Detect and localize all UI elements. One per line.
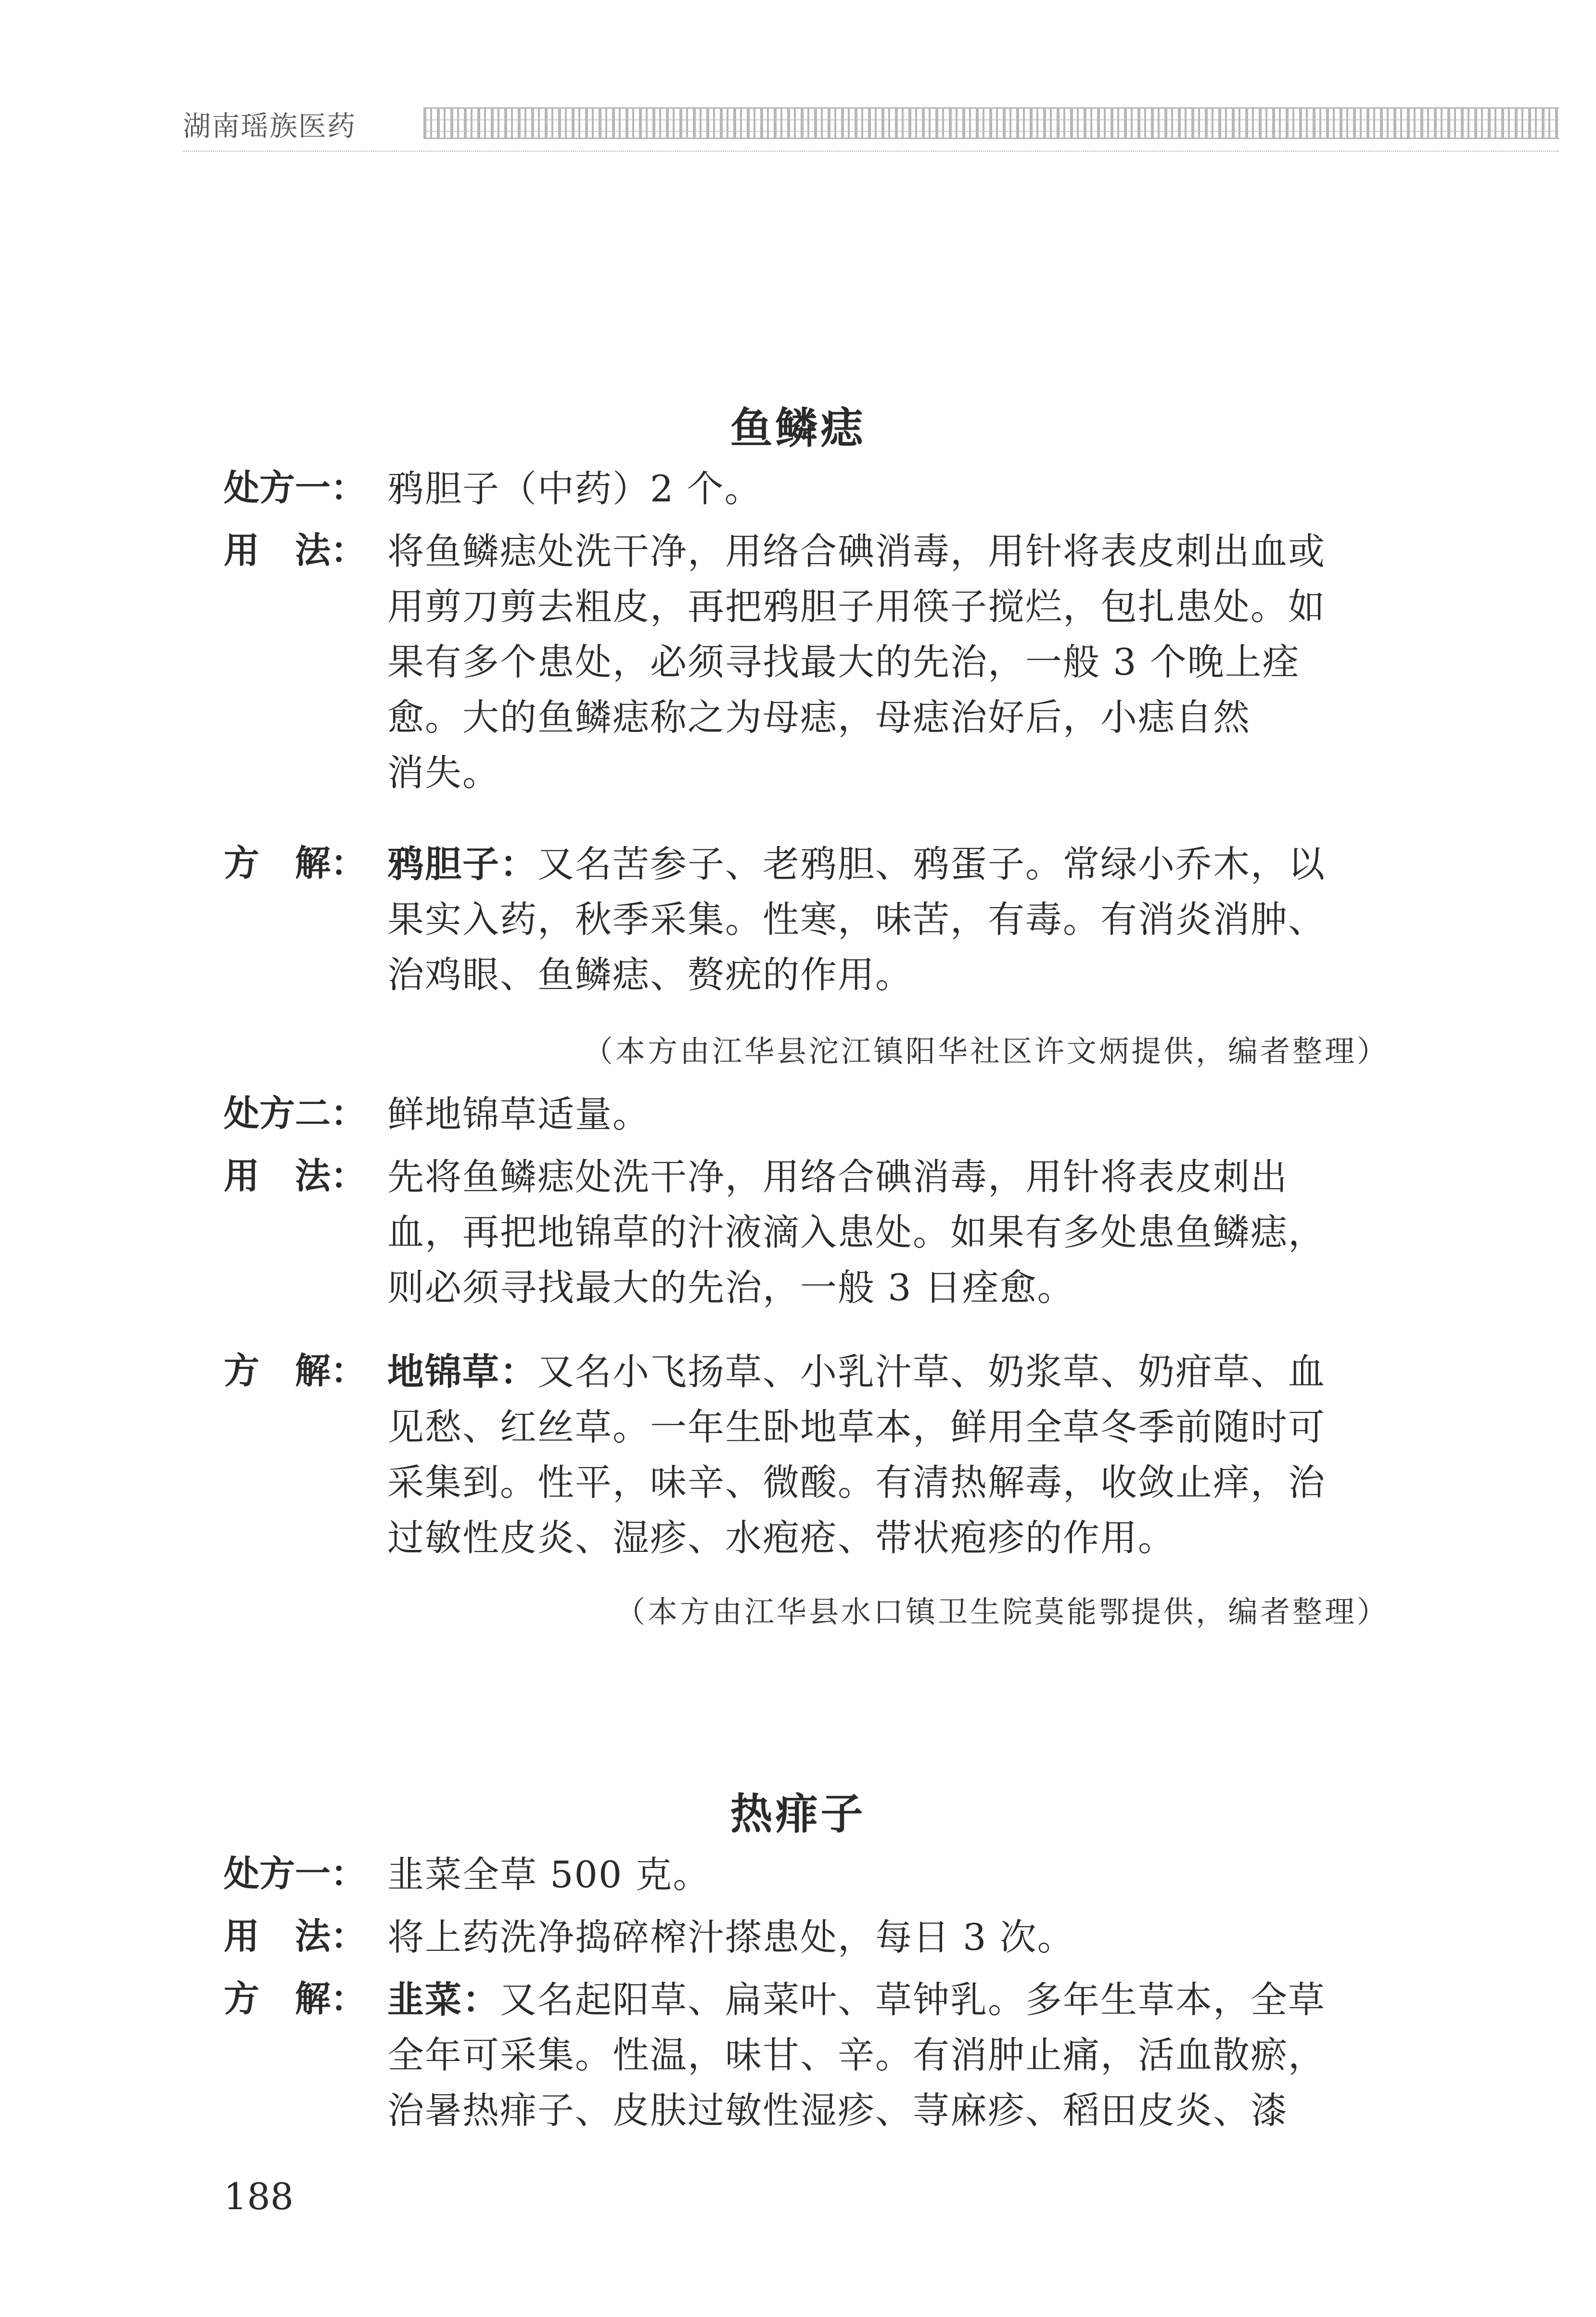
prescription-text: 韭菜全草 500 克。 bbox=[387, 1853, 711, 1896]
usage-line: 血，再把地锦草的汁液滴入患处。如果有多处患鱼鳞痣， bbox=[387, 1211, 1326, 1254]
prescription-label: 处方一： bbox=[224, 467, 366, 509]
explanation-line bbox=[387, 835, 1326, 887]
book-title: 湖南瑶族医药 bbox=[183, 110, 357, 142]
usage-line: 用剪刀剪去粗皮，再把鸦胆子用筷子搅烂，包扎患处。如 bbox=[387, 585, 1326, 628]
prescription-text: 鲜地锦草适量。 bbox=[387, 1093, 650, 1136]
herb-name: 地锦草： bbox=[387, 1350, 537, 1393]
usage-line: 先将鱼鳞痣处洗干净，用络合碘消毒，用针将表皮刺出 bbox=[387, 1155, 1288, 1198]
herb-name: 韭菜： bbox=[387, 1978, 500, 2021]
usage-line: 消失。 bbox=[387, 751, 500, 794]
section-title: 鱼鳞痣 bbox=[730, 403, 866, 453]
explanation-line: 治鸡眼、鱼鳞痣、赘疣的作用。 bbox=[387, 953, 913, 996]
explanation-line bbox=[387, 1971, 1326, 2023]
usage-line: 则必须寻找最大的先治，一般 3 日痊愈。 bbox=[387, 1266, 1075, 1309]
page-number: 188 bbox=[224, 2175, 294, 2218]
running-header bbox=[183, 94, 1559, 152]
explanation-line: 采集到。性平，味辛、微酸。有清热解毒，收敛止痒，治 bbox=[387, 1461, 1326, 1504]
usage-label: 用 法： bbox=[224, 1916, 366, 1957]
section-title: 热痱子 bbox=[730, 1789, 866, 1839]
explanation-label: 方 解： bbox=[224, 843, 366, 884]
explanation-line: 全年可采集。性温，味甘、辛。有消肿止痛，活血散瘀， bbox=[387, 2034, 1326, 2076]
usage-line: 将鱼鳞痣处洗干净，用络合碘消毒，用针将表皮刺出血或 bbox=[387, 530, 1326, 573]
usage-line: 将上药洗净捣碎榨汁搽患处，每日 3 次。 bbox=[387, 1916, 1075, 1959]
usage-line: 愈。大的鱼鳞痣称之为母痣，母痣治好后，小痣自然 bbox=[387, 696, 1251, 739]
usage-label: 用 法： bbox=[224, 1155, 366, 1197]
explanation-label: 方 解： bbox=[224, 1350, 366, 1392]
herb-name: 鸦胆子： bbox=[387, 843, 537, 885]
header-ornament-band bbox=[423, 107, 1559, 139]
explanation-line: 过敏性皮炎、湿疹、水疱疮、带状疱疹的作用。 bbox=[387, 1516, 1175, 1559]
explanation-line: 见愁、红丝草。一年生卧地草本，鲜用全草冬季前随时可 bbox=[387, 1406, 1326, 1448]
explanation-line bbox=[387, 1343, 1326, 1395]
explanation-text: 又名小飞扬草、小乳汁草、奶浆草、奶疳草、血 bbox=[537, 1350, 1326, 1393]
usage-line: 果有多个患处，必须寻找最大的先治，一般 3 个晚上痊 bbox=[387, 640, 1300, 683]
prescription-text: 鸦胆子（中药）2 个。 bbox=[387, 467, 762, 510]
prescription-label: 处方一： bbox=[224, 1853, 366, 1895]
header-divider bbox=[183, 151, 1559, 152]
explanation-text: 又名起阳草、扁菜叶、草钟乳。多年生草本，全草 bbox=[500, 1978, 1326, 2021]
explanation-text: 又名苦参子、老鸦胆、鸦蛋子。常绿小乔木，以 bbox=[537, 843, 1326, 885]
usage-label: 用 法： bbox=[224, 530, 366, 571]
explanation-line: 治暑热痱子、皮肤过敏性湿疹、荨麻疹、稻田皮炎、漆 bbox=[387, 2089, 1288, 2132]
source-note: （本方由江华县水口镇卫生院莫能鄂提供，编者整理） bbox=[615, 1594, 1389, 1629]
explanation-label: 方 解： bbox=[224, 1978, 366, 2020]
prescription-label: 处方二： bbox=[224, 1093, 366, 1134]
source-note: （本方由江华县沱江镇阳华社区许文炳提供，编者整理） bbox=[583, 1034, 1389, 1069]
explanation-line: 果实入药，秋季采集。性寒，味苦，有毒。有消炎消肿、 bbox=[387, 898, 1326, 941]
